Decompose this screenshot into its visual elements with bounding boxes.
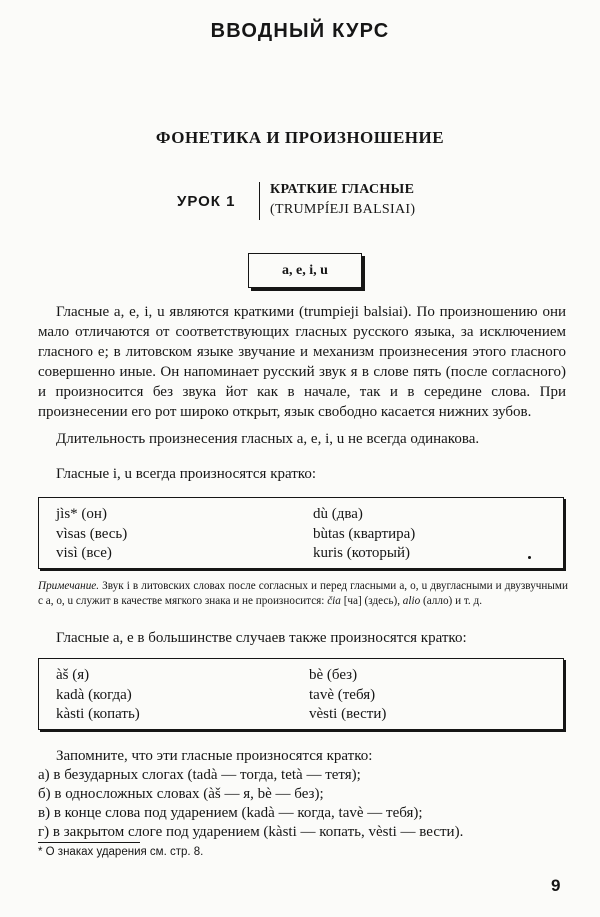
- short-ae-line: Гласные a, e в большинстве случаев также произносятся кратко:: [56, 630, 467, 646]
- table-ae-left-2: kàsti (копать): [56, 706, 140, 722]
- page-header: ВВОДНЫЙ КУРС: [210, 20, 390, 42]
- duration-paragraph-text: Длительность произнесения гласных a, e, i, u не всегда одинакова.: [56, 431, 480, 447]
- table-iu-right-0: dù (два): [313, 506, 363, 522]
- example-table-iu: [38, 497, 564, 569]
- lesson-title-lt: (TRUMPÍEJI BALSIAI): [270, 202, 416, 217]
- note-label: Примечание.: [38, 580, 100, 592]
- example-table-ae: [38, 658, 564, 730]
- remember-line: Запомните, что эти гласные произносятся кратко:: [56, 748, 373, 764]
- table-iu-left-1: vìsas (весь): [56, 526, 128, 542]
- rule-item: а) в безударных слогах (tadà — тогда, tetà — тетя);: [38, 767, 361, 783]
- table-iu-right-1: bùtas (квартира): [313, 526, 416, 542]
- note-text-1: Звук i в литовских словах после согласных и перед гласными a, o, u двугласными и двузвучными с a, o, u служит в качестве мягкого знака и не произносится:: [38, 580, 568, 607]
- section-title: ФОНЕТИКА И ПРОИЗНОШЕНИЕ: [155, 128, 445, 147]
- page-number: 9: [551, 876, 561, 895]
- table-ae-right-1: tavè (тебя): [309, 687, 376, 703]
- duration-paragraph: [38, 429, 566, 449]
- table-ae-right-0: bè (без): [309, 667, 358, 683]
- table-iu-right-2: kuris (который): [313, 545, 411, 561]
- note: [38, 579, 568, 609]
- note-example-1: čia: [327, 595, 341, 607]
- note-text-3: (алло) и т. д.: [420, 595, 482, 607]
- note-example-2: alio: [402, 595, 421, 607]
- rule-item: б) в односложных словах (àš — я, bè — без);: [38, 786, 324, 802]
- table-ae-left-1: kadà (когда): [56, 687, 132, 703]
- note-text-2: [ча] (здесь),: [340, 595, 403, 607]
- rule-item: г) в закрытом слоге под ударением (kàsti — копать, vèsti — вести).: [38, 824, 464, 840]
- table-ae-left-0: àš (я): [56, 667, 90, 683]
- intro-paragraph: [38, 302, 566, 422]
- speck-mark: [528, 556, 531, 559]
- vowels-box-text: a, e, i, u: [282, 263, 328, 278]
- table-ae-right-2: vèsti (вести): [309, 706, 387, 722]
- lesson-title-ru: КРАТКИЕ ГЛАСНЫЕ: [270, 182, 415, 197]
- lesson-title: [270, 180, 415, 220]
- intro-paragraph-text: Гласные a, e, i, u являются краткими (trumpieji balsiai). По произношению они мало отличаются от соответствующих гласных русского языка, за исключением гласного e; в литовском языке звучание и механизм произнесения этого гласного совершенно иные. Он напоминает русский звук я в слове пять (после согласного) и произносится без звука йот как в начале, так и в середине слова. При произнесении его рот широко открыт, язык свободно касается нижних зубов.: [38, 304, 566, 420]
- lesson-divider: [259, 182, 260, 220]
- vowels-box: [248, 253, 362, 288]
- footnote: * О знаках ударения см. стр. 8.: [38, 846, 204, 858]
- rule-item: в) в конце слова под ударением (kadà — когда, tavè — тебя);: [38, 805, 423, 821]
- lesson-label: УРОК 1: [177, 193, 236, 210]
- footnote-rule: [38, 842, 140, 843]
- table-iu-left-0: jìs* (он): [56, 506, 107, 522]
- table-iu-left-2: visì (все): [56, 545, 112, 561]
- rules-list: [38, 747, 578, 842]
- short-iu-line: Гласные i, u всегда произносятся кратко:: [56, 466, 317, 482]
